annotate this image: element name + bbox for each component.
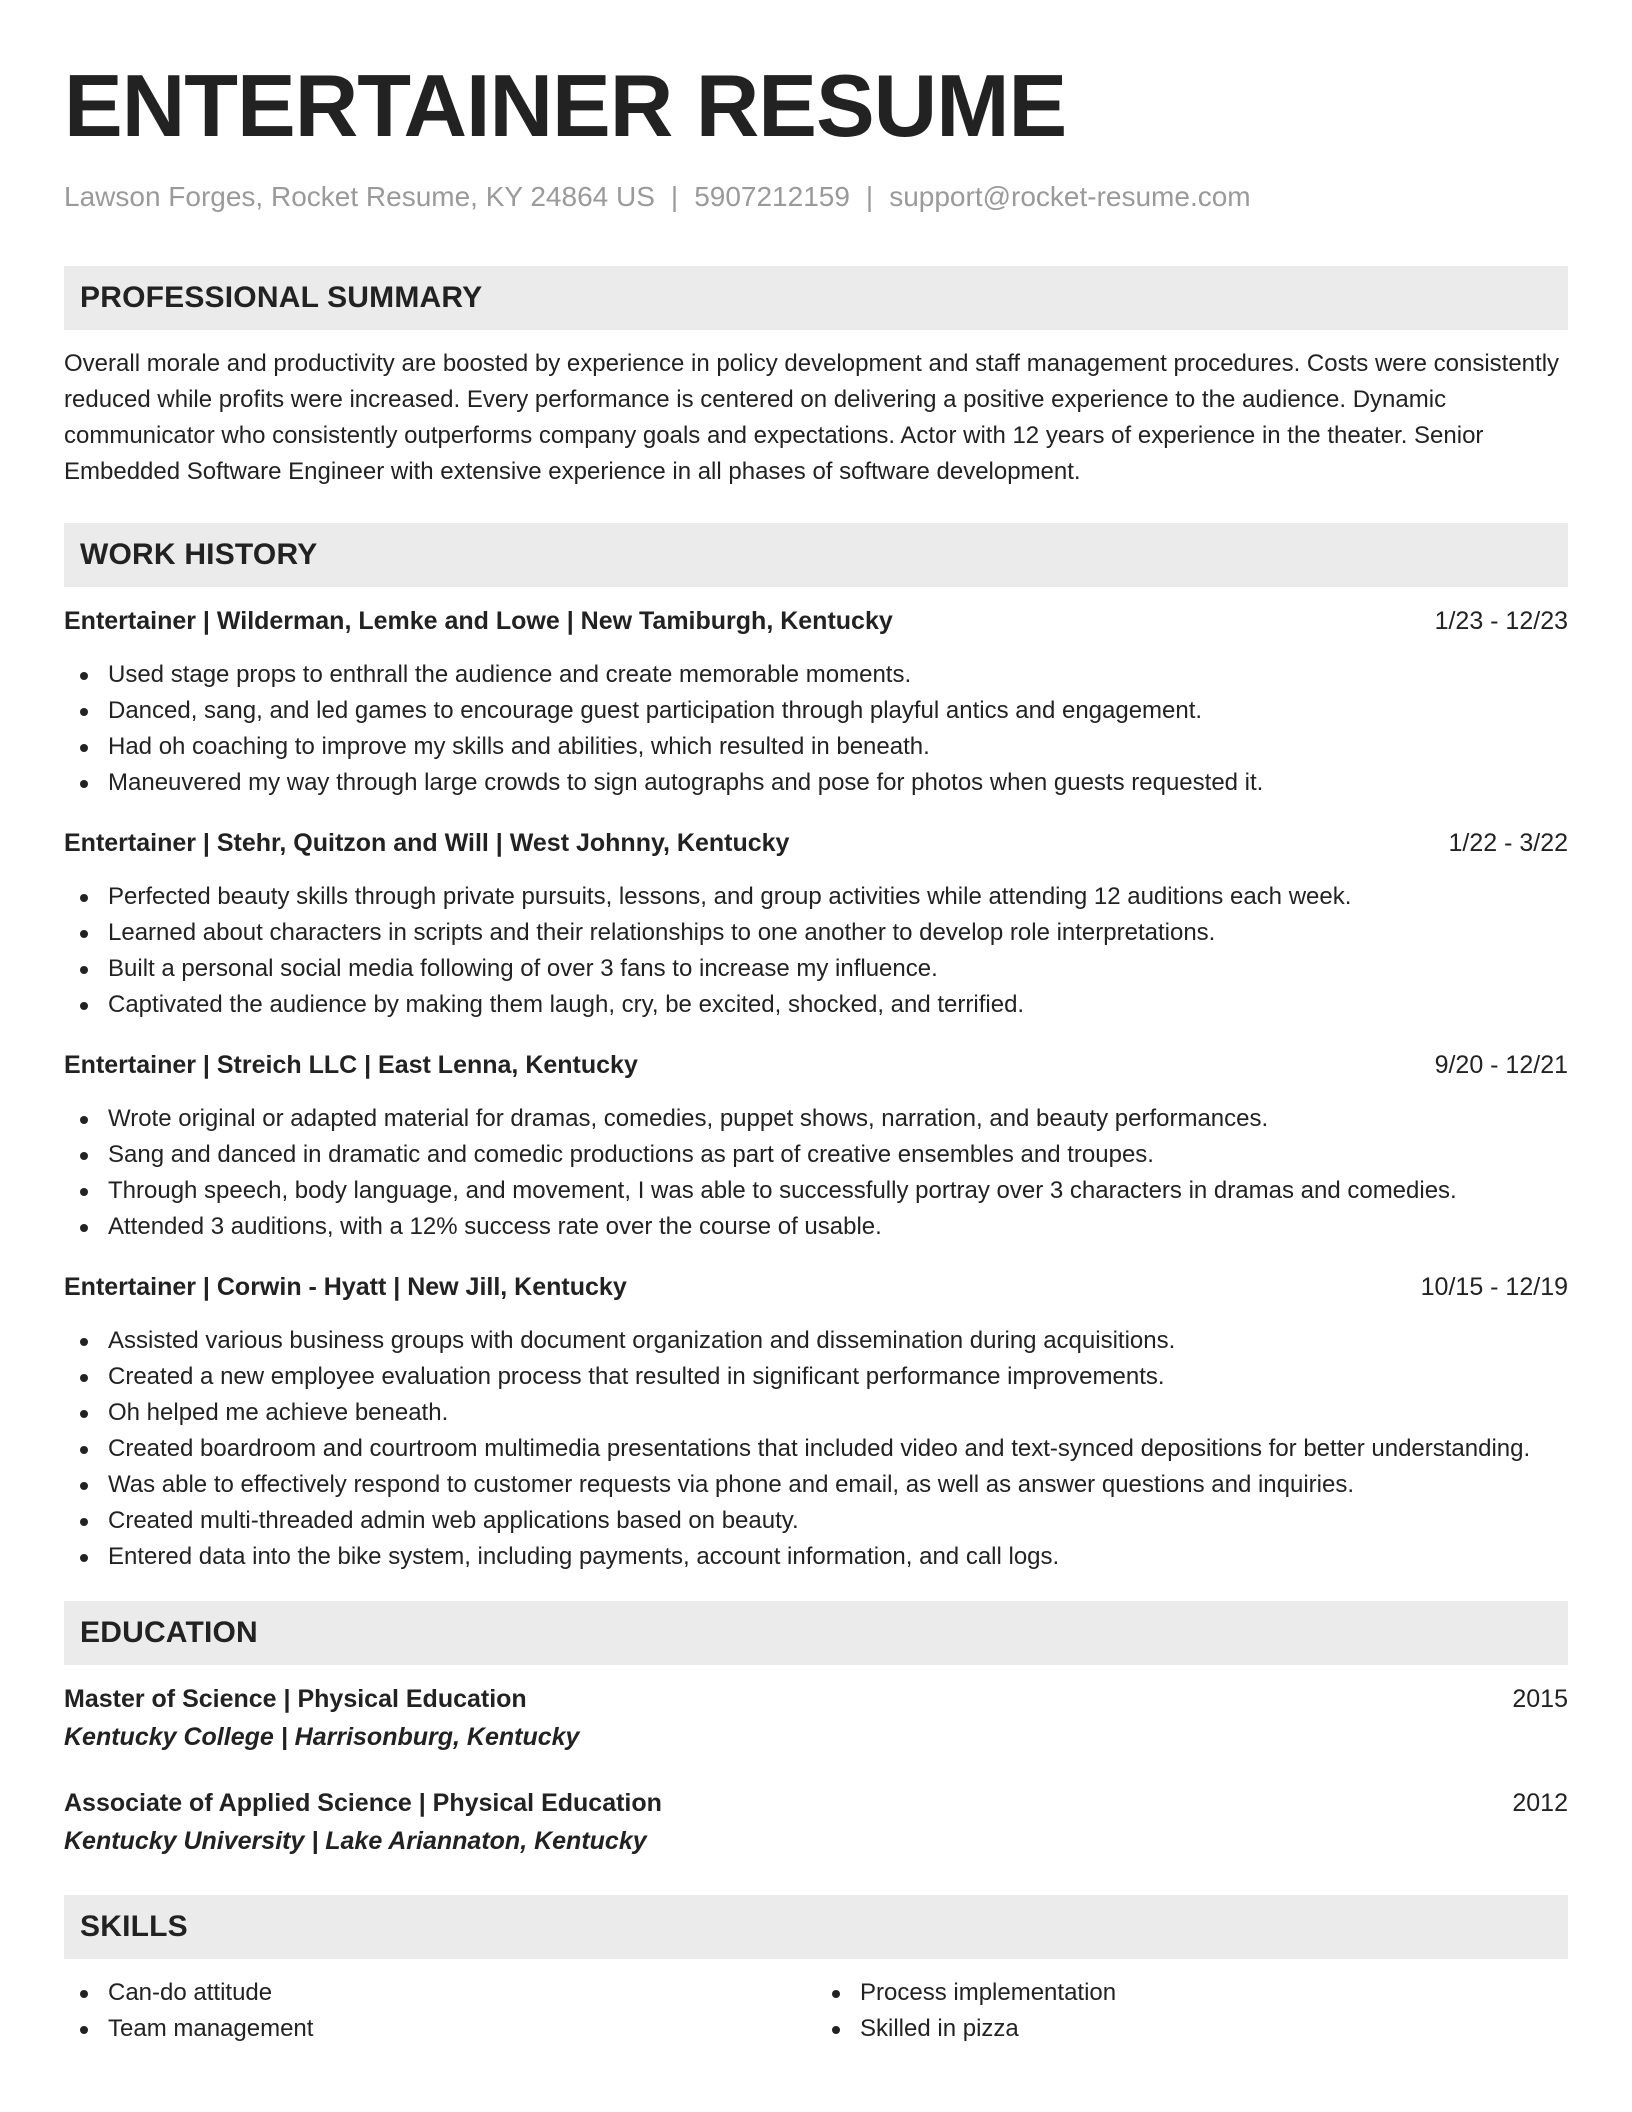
job-bullet: Assisted various business groups with document organization and dissemination during acquisitions. <box>64 1323 1568 1359</box>
skills-grid <box>64 1975 1568 2047</box>
education-header <box>64 1681 1568 1717</box>
job-dates: 9/20 - 12/21 <box>1434 1050 1568 1079</box>
education-degree: Associate of Applied Science | Physical Education <box>64 1788 662 1817</box>
job-bullet: Sang and danced in dramatic and comedic productions as part of creative ensembles and troupes. <box>64 1137 1568 1173</box>
skill-item: Process implementation <box>816 1975 1568 2011</box>
skill-item: Can-do attitude <box>64 1975 816 2011</box>
job-dates: 1/23 - 12/23 <box>1434 606 1568 635</box>
job-header <box>64 825 1568 861</box>
job-bullet: Created multi-threaded admin web applications based on beauty. <box>64 1503 1568 1539</box>
job-bullets <box>64 879 1568 1023</box>
job-bullet: Was able to effectively respond to customer requests via phone and email, as well as answer questions and inquiries. <box>64 1467 1568 1503</box>
job-dates: 10/15 - 12/19 <box>1420 1272 1568 1301</box>
education-school: Kentucky University | Lake Ariannaton, Kentucky <box>64 1826 647 1855</box>
skills-list <box>64 1975 816 2047</box>
job-bullet: Used stage props to enthrall the audience and create memorable moments. <box>64 657 1568 693</box>
job-dates: 1/22 - 3/22 <box>1448 828 1568 857</box>
contact-address: Lawson Forges, Rocket Resume, KY 24864 US <box>64 181 655 212</box>
job-title: Entertainer | Streich LLC | East Lenna, Kentucky <box>64 1050 638 1079</box>
education-entry <box>64 1681 1568 1755</box>
job-bullet: Created boardroom and courtroom multimedia presentations that included video and text-synced depositions for better understanding. <box>64 1431 1568 1467</box>
job-bullet: Maneuvered my way through large crowds to sign autographs and pose for photos when guests requested it. <box>64 765 1568 801</box>
summary-text: Overall morale and productivity are boosted by experience in policy development and staff management procedures. Costs were consistently reduced while profits were increased. Every performance is centered on delivering a positive experience to the audience. Dynamic communicator who consistently outperforms company goals and expectations. Actor with 12 years of experience in the theater. Senior Embedded Software Engineer with extensive experience in all phases of software development. <box>64 349 1560 485</box>
education-year: 2012 <box>1512 1788 1568 1817</box>
job-header <box>64 1269 1568 1305</box>
job-entry <box>64 603 1568 801</box>
job-bullet: Wrote original or adapted material for dramas, comedies, puppet shows, narration, and beauty performances. <box>64 1101 1568 1137</box>
job-entry <box>64 825 1568 1023</box>
education-school: Kentucky College | Harrisonburg, Kentucky <box>64 1722 580 1751</box>
section-heading-work-history: WORK HISTORY <box>64 523 1568 587</box>
education-degree: Master of Science | Physical Education <box>64 1684 527 1713</box>
job-bullet: Attended 3 auditions, with a 12% success rate over the course of usable. <box>64 1209 1568 1245</box>
job-title: Entertainer | Stehr, Quitzon and Will | West Johnny, Kentucky <box>64 828 790 857</box>
skill-item: Skilled in pizza <box>816 2011 1568 2047</box>
job-bullet: Entered data into the bike system, including payments, account information, and call logs. <box>64 1539 1568 1575</box>
job-bullet: Learned about characters in scripts and their relationships to one another to develop role interpretations. <box>64 915 1568 951</box>
contact-separator: | <box>670 181 679 212</box>
education-entry <box>64 1785 1568 1859</box>
section-heading-skills: SKILLS <box>64 1895 1568 1959</box>
job-bullet: Through speech, body language, and movement, I was able to successfully portray over 3 characters in dramas and comedies. <box>64 1173 1568 1209</box>
job-entry <box>64 1269 1568 1575</box>
job-bullets <box>64 1101 1568 1245</box>
skills-column-right <box>816 1975 1568 2047</box>
job-header <box>64 603 1568 639</box>
section-heading-summary: PROFESSIONAL SUMMARY <box>64 266 1568 330</box>
job-bullet: Captivated the audience by making them laugh, cry, be excited, shocked, and terrified. <box>64 987 1568 1023</box>
job-bullet: Perfected beauty skills through private pursuits, lessons, and group activities while attending 12 auditions each week. <box>64 879 1568 915</box>
skills-column-left <box>64 1975 816 2047</box>
contact-email: support@rocket-resume.com <box>889 181 1251 212</box>
job-bullet: Danced, sang, and led games to encourage guest participation through playful antics and engagement. <box>64 693 1568 729</box>
job-bullets <box>64 657 1568 801</box>
contact-phone: 5907212159 <box>694 181 850 212</box>
job-entry <box>64 1047 1568 1245</box>
skills-list <box>816 1975 1568 2047</box>
job-header <box>64 1047 1568 1083</box>
section-heading-education: EDUCATION <box>64 1601 1568 1665</box>
job-bullet: Oh helped me achieve beneath. <box>64 1395 1568 1431</box>
education-year: 2015 <box>1512 1684 1568 1713</box>
job-bullet: Built a personal social media following of over 3 fans to increase my influence. <box>64 951 1568 987</box>
job-title: Entertainer | Corwin - Hyatt | New Jill, Kentucky <box>64 1272 627 1301</box>
education-header <box>64 1785 1568 1821</box>
contact-separator: | <box>865 181 874 212</box>
job-bullet: Created a new employee evaluation process that resulted in significant performance improvements. <box>64 1359 1568 1395</box>
contact-line <box>64 180 1568 214</box>
skill-item: Team management <box>64 2011 816 2047</box>
job-bullet: Had oh coaching to improve my skills and abilities, which resulted in beneath. <box>64 729 1568 765</box>
job-bullets <box>64 1323 1568 1575</box>
resume-title: ENTERTAINER RESUME <box>64 56 1067 155</box>
job-title: Entertainer | Wilderman, Lemke and Lowe | New Tamiburgh, Kentucky <box>64 606 893 635</box>
